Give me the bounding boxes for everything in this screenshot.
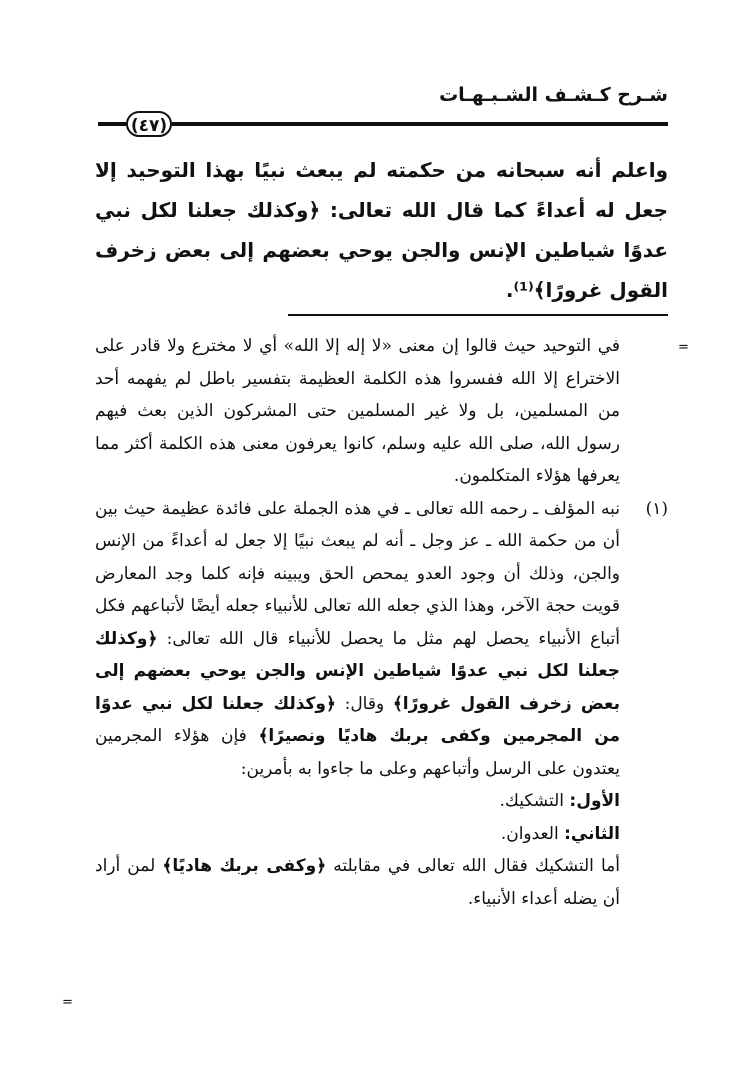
closing-paragraph bbox=[95, 850, 668, 915]
header-rule bbox=[172, 122, 668, 126]
margin-mark-top: = bbox=[678, 340, 689, 355]
margin-mark-bottom: = bbox=[62, 995, 73, 1010]
footnote-1 bbox=[95, 493, 668, 786]
footnote-continuation: في التوحيد حيث قالوا إن معنى «لا إله إلا الله» أي لا مخترع ولا قادر على الاختراع إلا الله ففسروا هذه الكلمة العظيمة بتفسير باطل لم يفهمه أحد من المسلمين، بل ولا غير المسلمين حتى المشركون الذين بعث فيهم رسول الله، صلى الله عليه وسلم، كانوا يعرفون معنى هذه الكلمة أكثر مما يعرفها هؤلاء المتكلمون. bbox=[95, 336, 620, 486]
footnote-number: (١) bbox=[645, 498, 668, 519]
closing-text-2: لمن أراد أن يضله أعداء الأنبياء. bbox=[95, 856, 620, 909]
quran-quote-1: ﴿وكذلك جعلنا لكل نبي عدوًا شياطين الإنس والجن يوحي بعضهم إلى بعض زخرف القول غرورًا﴾ bbox=[95, 628, 621, 714]
closing-quote: ﴿وكفى بربك هاديًا﴾ bbox=[162, 856, 327, 876]
footnote-text-1: نبه المؤلف ـ رحمه الله تعالى ـ في هذه الجملة على فائدة عظيمة حيث بين أن من حكمة الله ـ عز وجل ـ أنه لم يبعث نبيًا إلا جعل له أعداءً من الإنس والجن، وذلك أن وجود العدو يمحص الحق ويبينه فإنه كلما وجد المعارض قويت حجة الآخر، وهذا الذي جعله الله تعالى للأنبياء جعله أيضًا لأتباعهم فكل أتباع الأنبياء يحصل لهم مثل ما يحصل للأنبياء قال الله تعالى: bbox=[95, 498, 620, 649]
main-text bbox=[95, 150, 668, 310]
footnote-text-2: وقال: bbox=[344, 693, 385, 714]
second-label: الثاني: bbox=[564, 823, 620, 844]
main-paragraph: واعلم أنه سبحانه من حكمته لم يبعث نبيًا بهذا التوحيد إلا جعل له أعداءً كما قال الله تعالى: ﴿وكذلك جعلنا لكل نبي عدوًا شياطين الإنس والجن يوحي بعضهم إلى بعض زخرف القول غرورًا﴾⁽¹⁾. bbox=[95, 158, 668, 302]
first-label: الأول: bbox=[569, 791, 620, 811]
first-text: التشكيك. bbox=[499, 791, 564, 811]
first-point bbox=[95, 785, 668, 818]
header-rule-left bbox=[98, 122, 126, 126]
running-header-title: شـرح كـشـف الشـبـهـات bbox=[439, 84, 668, 106]
footnote-separator bbox=[288, 314, 668, 316]
footnote-text-3: فإن هؤلاء المجرمين يعتدون على الرسل وأتباعهم وعلى ما جاءوا به بأمرين: bbox=[95, 726, 620, 779]
quran-quote-2: ﴿وكذلك جعلنا لكل نبي عدوًا من المجرمين وكفى بربك هاديًا ونصيرًا﴾ bbox=[95, 693, 621, 746]
second-text: العدوان. bbox=[500, 823, 559, 844]
footnotes bbox=[95, 330, 668, 915]
closing-text-1: أما التشكيك فقال الله تعالى في مقابلته bbox=[333, 856, 621, 876]
second-point bbox=[95, 818, 668, 851]
page-number: (٤٧) bbox=[126, 111, 172, 137]
